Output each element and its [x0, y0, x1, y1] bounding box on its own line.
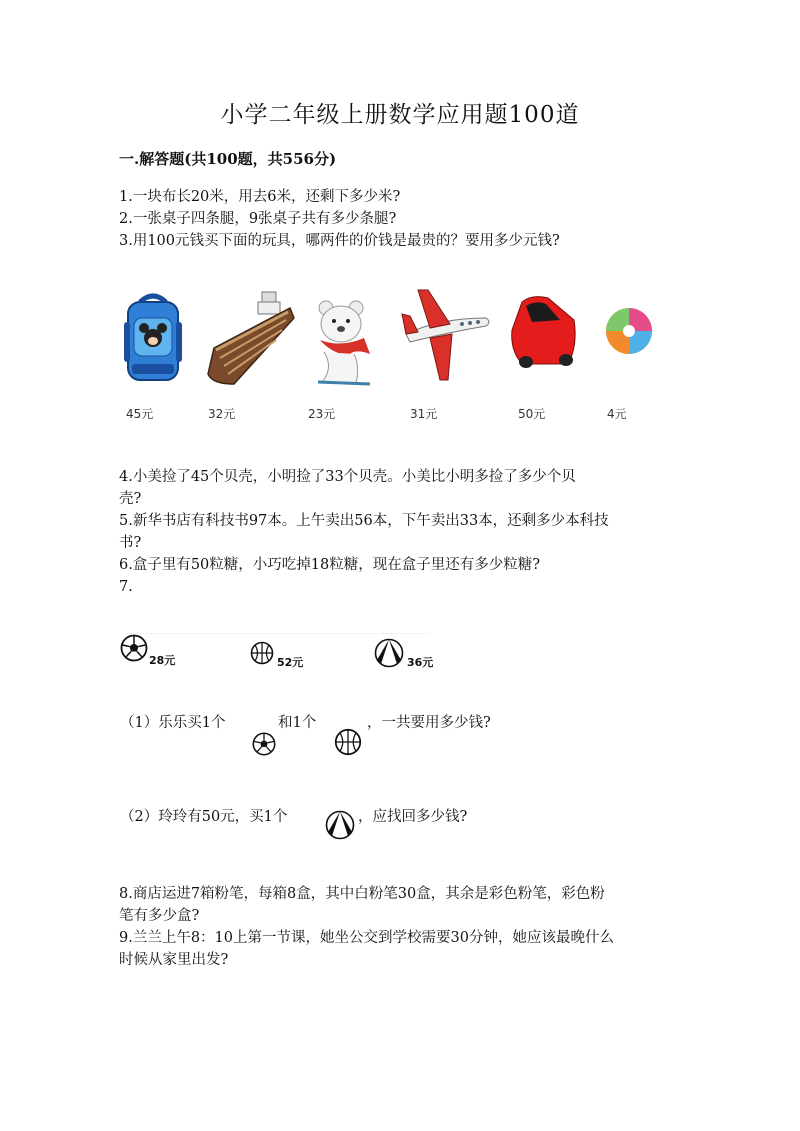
question-7-2-part-a: （2）玲玲有50元，买1个: [120, 809, 288, 825]
question-9: 9.兰兰上午8：10上第一节课，她坐公交到学校需要30分钟，她应该最晚什么: [119, 930, 614, 946]
question-7-2-part-b: ，应找回多少钱?: [358, 809, 468, 825]
car-image: [508, 290, 580, 370]
question-7-1-part-c: ，一共要用多少钱?: [367, 715, 491, 731]
question-8-cont: 笔有多少盒?: [119, 908, 200, 924]
question-6: 6.盒子里有50粒糖，小巧吃掉18粒糖，现在盒子里还有多少粒糖?: [119, 557, 541, 573]
basketball-icon: [250, 641, 274, 665]
soccer-ball-icon: [120, 634, 148, 662]
question-5-cont: 书?: [119, 535, 142, 551]
toy-price-ball: 4元: [607, 407, 627, 421]
section-heading: 一.解答题(共100题，共556分): [119, 150, 337, 168]
bear-image: [310, 296, 374, 388]
toy-price-bear: 23元: [308, 407, 336, 421]
backpack-image: [122, 292, 184, 384]
ball-price-volleyball: 36元: [407, 656, 434, 669]
question-1: 1.一块布长20米，用去6米，还剩下多少米?: [119, 189, 401, 205]
page-title: 小学二年级上册数学应用题100道: [220, 102, 580, 128]
ball-price-soccer: 28元: [149, 654, 176, 667]
volleyball-icon: [374, 638, 404, 668]
toy-price-car: 50元: [518, 407, 546, 421]
ship-image: [204, 288, 296, 388]
toy-price-backpack: 45元: [126, 407, 154, 421]
basketball-icon: [334, 728, 362, 756]
question-7-1-part-a: （1）乐乐买1个: [120, 715, 226, 731]
question-7: 7.: [119, 579, 133, 595]
volleyball-icon: [325, 810, 355, 840]
question-5: 5.新华书店有科技书97本。上午卖出56本，下午卖出33本，还剩多少本科技: [119, 513, 609, 529]
toy-price-airplane: 31元: [410, 407, 438, 421]
toy-price-ship: 32元: [208, 407, 236, 421]
faint-divider: [128, 633, 428, 635]
ball-price-basketball: 52元: [277, 656, 304, 669]
question-4: 4.小美捡了45个贝壳，小明捡了33个贝壳。小美比小明多捡了多少个贝: [119, 469, 576, 485]
airplane-image: [400, 284, 492, 384]
question-4-cont: 壳?: [119, 491, 142, 507]
question-7-1-part-b: 和1个: [278, 715, 317, 731]
question-9-cont: 时候从家里出发?: [119, 952, 229, 968]
question-3: 3.用100元钱买下面的玩具，哪两件的价钱是最贵的？要用多少元钱?: [119, 233, 560, 249]
question-2: 2.一张桌子四条腿，9张桌子共有多少条腿?: [119, 211, 397, 227]
soccer-ball-icon: [252, 732, 276, 756]
question-8: 8.商店运进7箱粉笔，每箱8盒，其中白粉笔30盒，其余是彩色粉笔，彩色粉: [119, 886, 605, 902]
beach-ball-image: [604, 302, 654, 360]
